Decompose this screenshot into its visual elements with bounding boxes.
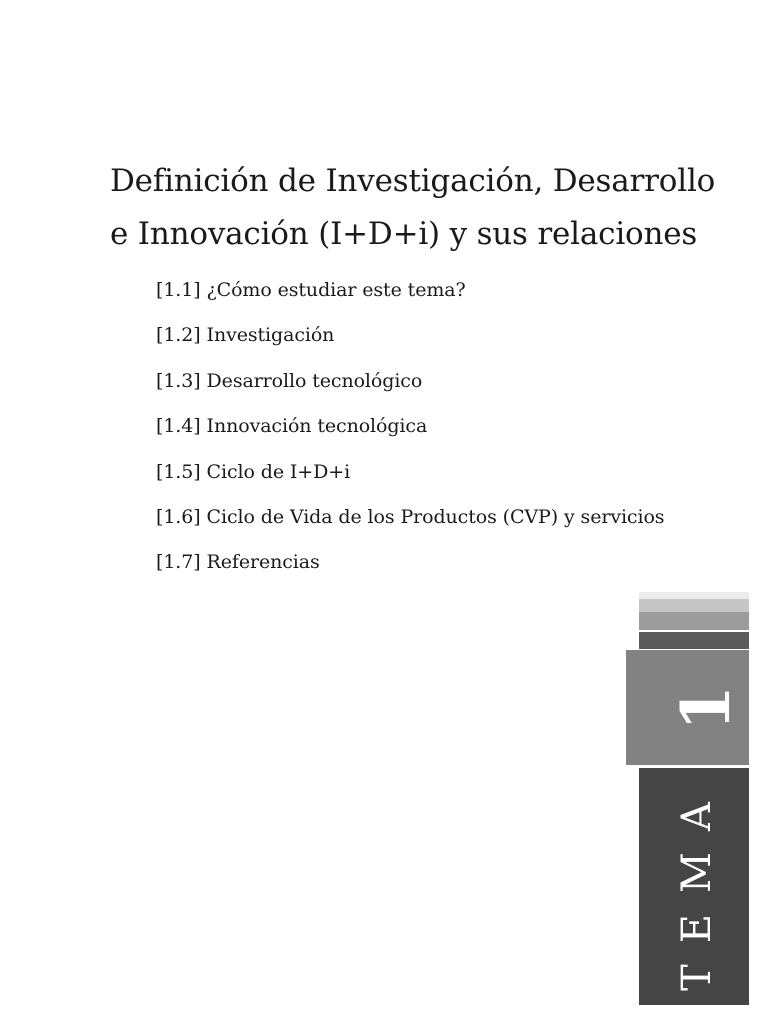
chapter-number: 1	[666, 684, 745, 731]
toc-item-number: [1.5]	[156, 460, 201, 483]
stripe	[639, 592, 749, 599]
chapter-label-tab	[639, 768, 749, 1005]
chapter-label: TEMA	[674, 781, 720, 991]
stripe	[639, 599, 749, 612]
stripe	[639, 632, 749, 649]
toc-item	[156, 276, 664, 321]
toc-item	[156, 412, 664, 457]
stripe	[639, 612, 749, 630]
toc-item-number: [1.1]	[156, 279, 201, 301]
toc-item-label: Referencias	[206, 551, 320, 574]
toc-item-label: Ciclo de Vida de los Productos (CVP) y servicios	[206, 505, 665, 528]
toc-item	[156, 503, 664, 548]
chapter-number-tab	[626, 650, 749, 765]
toc-item-number: [1.2]	[156, 324, 201, 347]
toc-item-number: [1.6]	[156, 505, 201, 528]
toc-item-number: [1.7]	[156, 551, 201, 574]
toc-item-number: [1.4]	[156, 415, 201, 438]
chapter-title: Definición de Investigación, Desarrollo e Innovación (I+D+i) y sus relaciones	[110, 163, 716, 252]
toc-item-number: [1.3]	[156, 369, 201, 392]
toc-item	[156, 548, 664, 593]
toc-item	[156, 458, 664, 503]
table-of-contents	[156, 276, 664, 594]
toc-item	[156, 367, 664, 412]
toc-item-label: Desarrollo tecnológico	[206, 369, 423, 392]
toc-item-label: ¿Cómo estudiar este tema?	[206, 279, 466, 301]
toc-item-label: Ciclo de I+D+i	[206, 460, 351, 483]
toc-item-label: Investigación	[206, 324, 335, 347]
toc-item	[156, 321, 664, 366]
toc-item-label: Innovación tecnológica	[206, 415, 428, 438]
tab-decoration-stripes	[639, 592, 749, 649]
